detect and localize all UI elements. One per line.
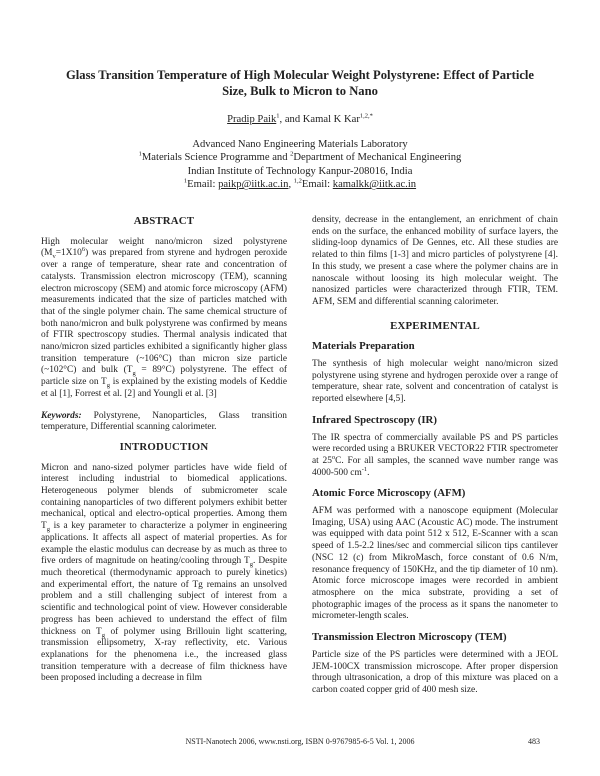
- email-kar-link[interactable]: kamalkk@iitk.ac.in: [332, 179, 417, 191]
- author-sup: 1,2,*: [359, 112, 373, 120]
- email-label: Email:: [187, 179, 219, 191]
- abstract-heading: ABSTRACT: [133, 215, 195, 227]
- experimental-heading: EXPERIMENTAL: [390, 319, 480, 332]
- keywords-label: Keywords:: [41, 410, 82, 421]
- keywords: [41, 411, 287, 434]
- right-column: [312, 215, 558, 697]
- email-separator: ,: [288, 179, 294, 191]
- introduction-text: Micron and nano-sized polymer particles have wide field of interest including industrial to biomedical applications. Heterogeneous polymer blends of submicrometer scale containing nanoparticles of two different polymers exhibit better mechanical, optical and electro-optical properties. Among them $T_g$ is a key parameter to characterize a polymer in engineering applications. It affects all aspect of material properties. As for example the elastic modulus can decrease by as much as three to five orders of magnitude on heating/cooling through $T_g$. Despite much theoretical (thermodynamic approach to purely kinetics) and experimental effort, the nature of Tg remains an unsolved problem and a still challenging subject of interest from a scientific and technological point of view. However considerable progress has been achieved to understand the effect of film thickness on $T_g$ of polymer using Brillouin light scattering, transmission ellipsometry, X-ray reflectivity, etc. Various explanations for the phenomena i.e., the increased glass transition temperature with a decrease of film thickness have been proposed including a decrease in film: [41, 462, 288, 684]
- department-name: Department of Mechanical Engineering: [293, 152, 462, 164]
- footer-citation: NSTI-Nanotech 2006, www.nsti.org, ISBN 0-9767985-6-5 Vol. 1, 2006: [185, 737, 415, 746]
- infrared-heading: Infrared Spectroscopy (IR): [312, 413, 437, 426]
- department-line: [0, 151, 600, 164]
- email-sup: 1,2: [293, 177, 302, 185]
- afm-heading: Atomic Force Microscopy (AFM): [312, 487, 466, 500]
- email-line: [0, 178, 600, 191]
- author-line: [0, 114, 600, 125]
- abstract-text: High molecular weight nano/micron sized polystyrene $(M_v=1X10^6)$ was prepared from styrene and hydrogen peroxide over a range of temperature, shear rate and concentration of catalysts. Transmission electron microscopy (TEM), scanning electron microscopy (SEM) and atomic force microscopy (AFM) measurements indicated that the size of particles matched with that of the single polymer chain. The same chemical structure of both nano/micron and bulk polystyrene was confirmed by means of FTIR spectroscopy studies. Thermal analysis indicated that nano/micron sized particles exhibited a significantly higher glass transition temperature (~106°C) than micron size particle (~102°C) and bulk $(T_g = 89^\circ C)$ polystyrene. The effect of particle size on $T_g$ is explained by the existing models of Keddie et al [1], Forrest et al. [2] and Youngli et al. [3]: [41, 236, 288, 399]
- lab-name: Advanced Nano Engineering Materials Laboratory: [192, 139, 408, 150]
- tem-heading: Transmission Electron Microscopy (TEM): [312, 631, 507, 644]
- introduction-continued: density, decrease in the entanglement, an enrichment of chain ends on the surface, the enhanced mobility of surface layers, the sliding-loop dynamics of De Gennes, etc. All these studies are related to thin films [1-3] and micro particles of polystyrene [4]. In this study, we present a case where the polymer chains are in nanoscale without loosing its high molecular weight. The nanosized particles were characterized through FTIR, TEM. AFM, SEM and differential scanning calorimeter.: [312, 215, 558, 307]
- institute-name: Indian Institute of Technology Kanpur-208016, India: [187, 165, 413, 177]
- author-separator: , and: [279, 114, 303, 125]
- email-sup: 1: [183, 177, 188, 185]
- affil-sup: 2: [290, 150, 294, 158]
- tem-text: Particle size of the PS particles were determined with a JEOL JEM-100CX transmission microscope. After proper dispersion through ultrasonication, a drop of this mixture was placed on a carbon coated copper grid of 400 mesh size.: [312, 649, 558, 695]
- materials-preparation-heading: Materials Preparation: [312, 340, 415, 353]
- email-paik-link[interactable]: paikp@iitk.ac.in: [218, 179, 289, 191]
- paper-title: Glass Transition Temperature of High Molecular Weight Polystyrene: Effect of Particle Size, Bulk to Micron to Nano: [65, 68, 534, 98]
- author-kar: Kamal K Kar: [302, 114, 360, 125]
- author-sup: 1: [276, 112, 280, 120]
- page-number: 483: [528, 737, 540, 746]
- affiliation-block: [0, 138, 600, 192]
- keywords-text: Polystyrene, Nanoparticles, Glass transition temperature, Differential scanning calorimeter.: [41, 410, 287, 433]
- afm-text: AFM was performed with a nanoscope equipment (Molecular Imaging, USA) using AAC (Acoustic AC) mode. The instrument was equipped with data point 512 x 512, E-Scanner with a scan speed of 1.5-2.2 lines/sec and commercial silicon tips cantilever (NSC 12 (c) from MikroMasch, force constant of 0.6 N/m, resonance frequency of 150KHz, and the tip diameter of 10 nm). Atomic force microscope images were recorded in ambient atmosphere on the mica substrate, providing a set of photographic images of the process as it spans the nanometer to micrometer-length scales.: [312, 506, 558, 622]
- author-paik: Pradip Paik: [227, 114, 277, 125]
- introduction-heading: INTRODUCTION: [119, 440, 209, 453]
- infrared-text: The IR spectra of commercially available PS and PS particles were recorded using a BRUKER VECTOR22 FTIR spectrometer at 25$^o$C. For all samples, the scanned wave number range was 4000-500 $cm^{-1}$.: [312, 432, 558, 478]
- email-label: Email:: [301, 179, 333, 191]
- materials-preparation-text: The synthesis of high molecular weight nano/micron sized polystyrene using styrene and hydrogen peroxide over a range of temperature, shear rate, solvent and concentration of catalyst is reported elsewhere [4,5].: [312, 359, 558, 405]
- affil-sup: 1: [138, 150, 142, 158]
- left-column: [41, 216, 287, 685]
- programme-name: Materials Science Programme and: [141, 152, 291, 164]
